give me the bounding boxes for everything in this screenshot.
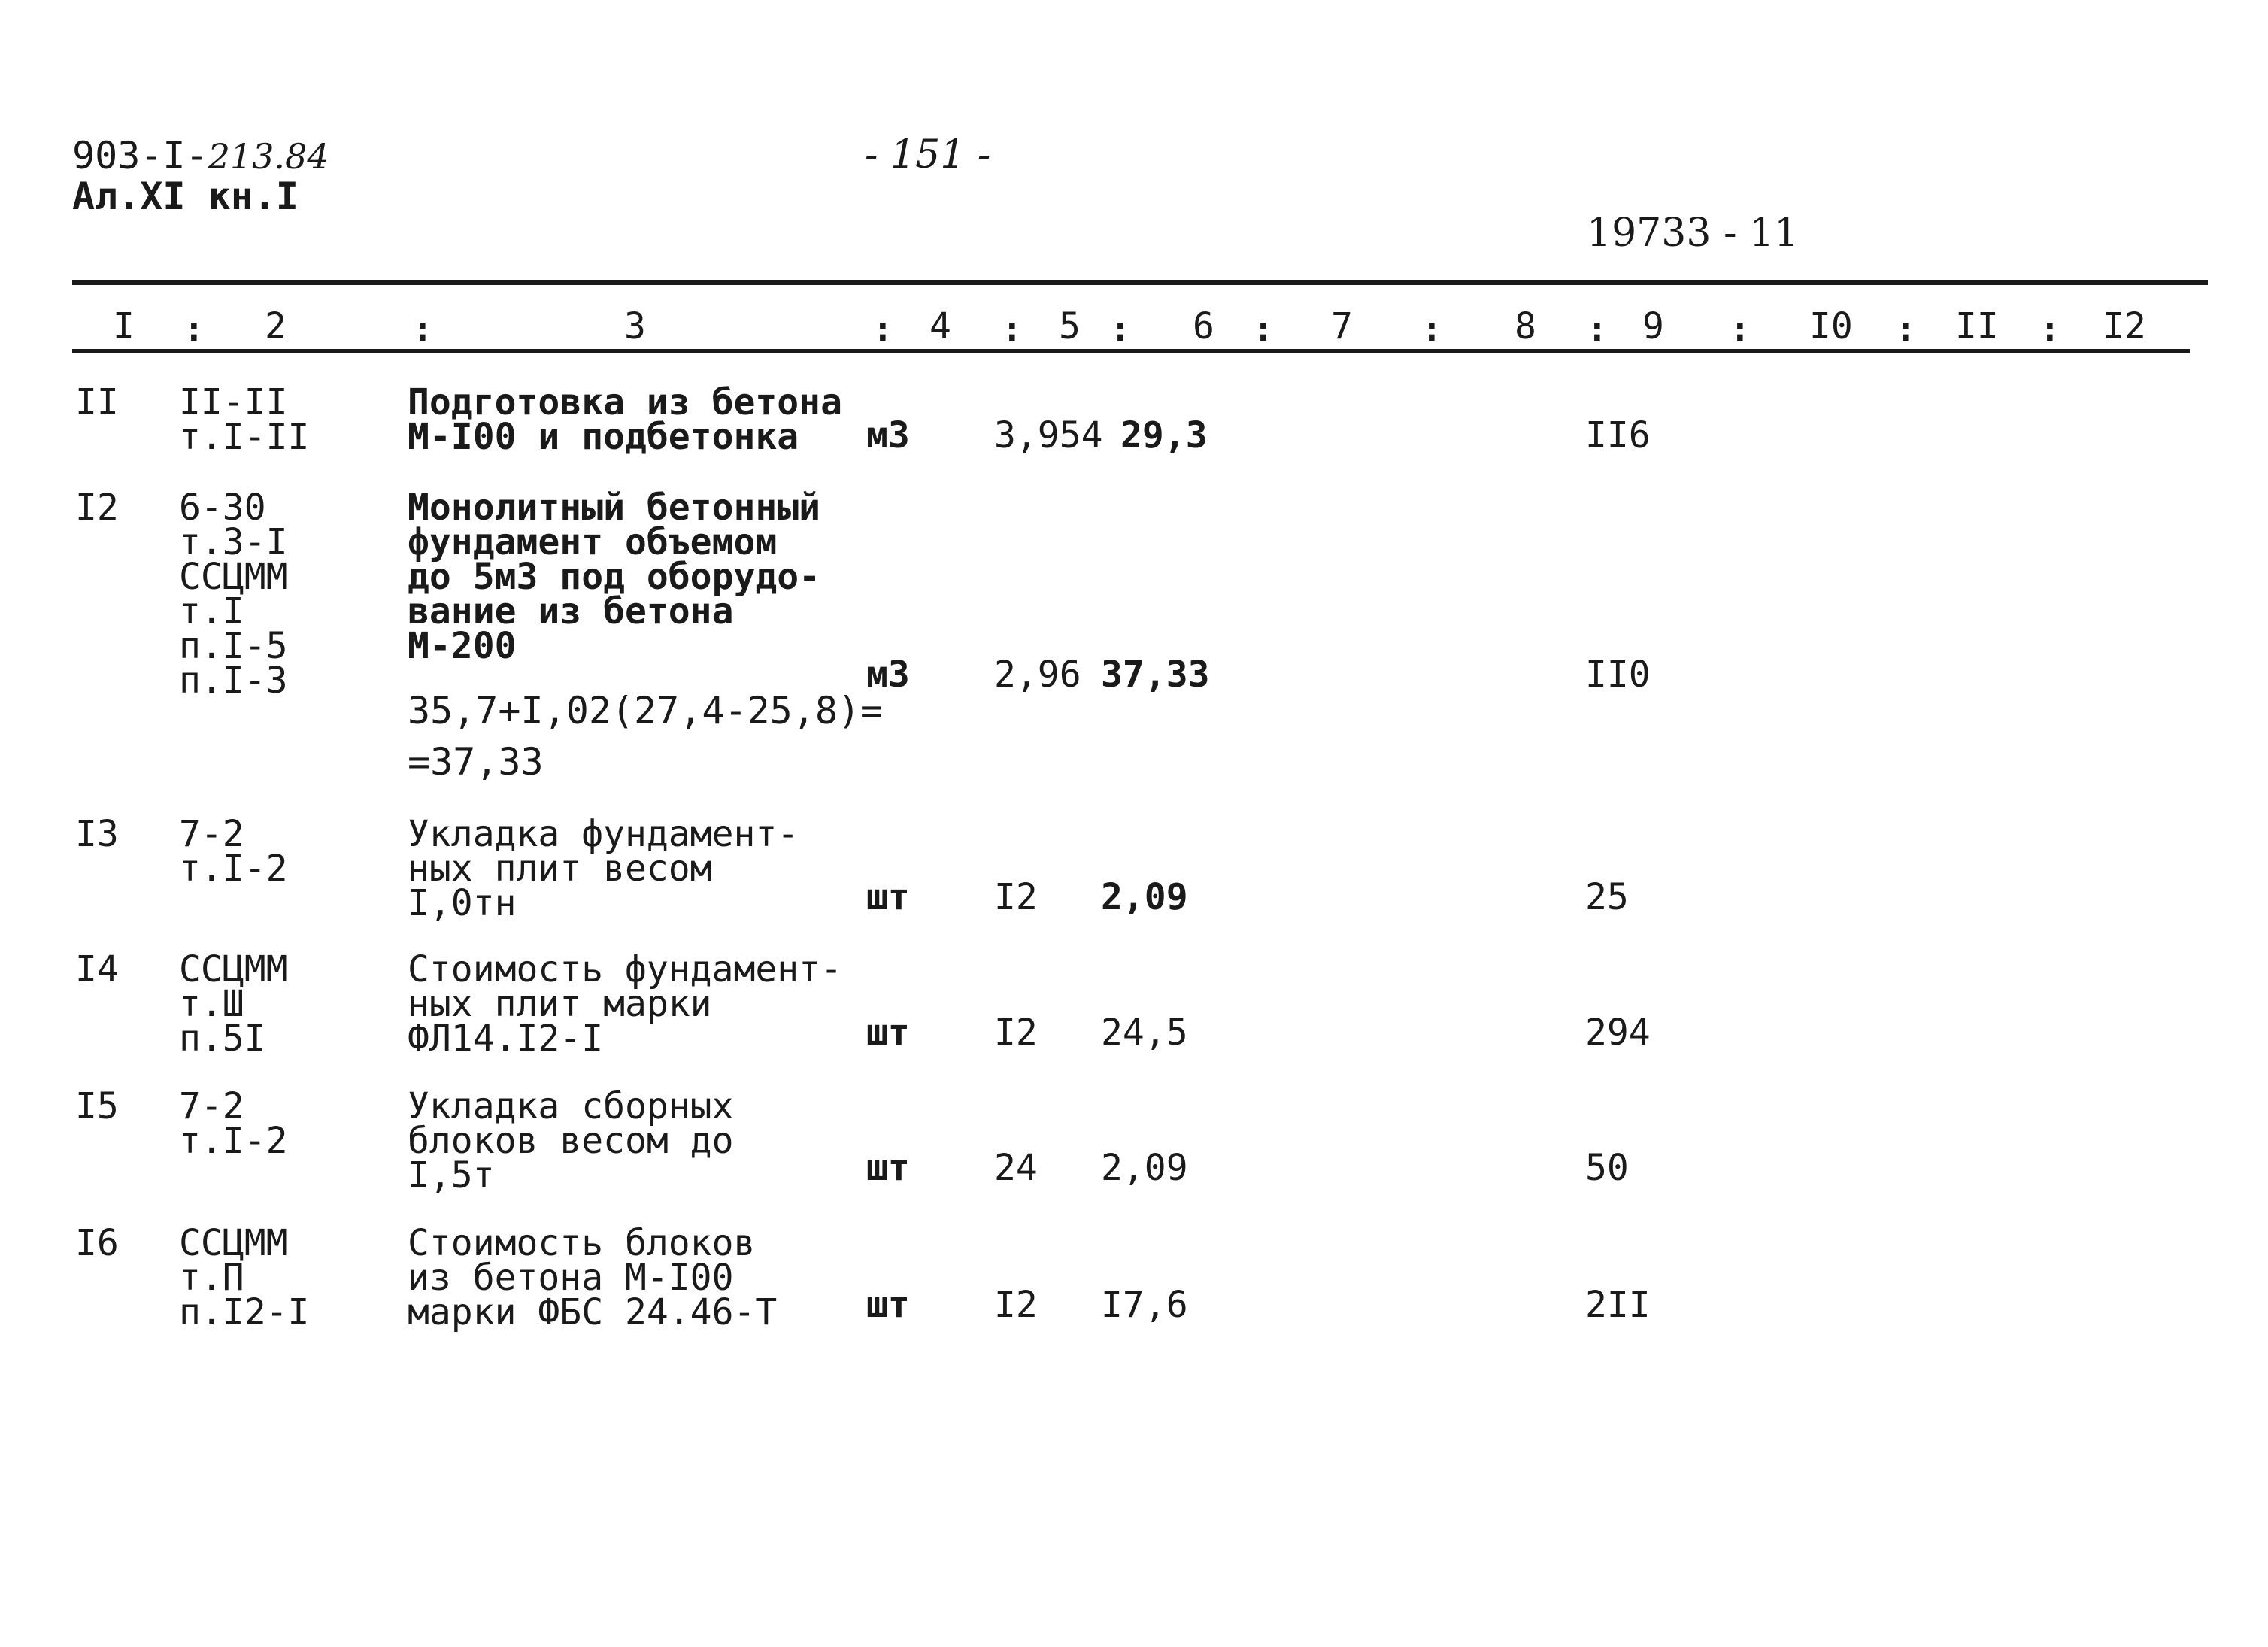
column-header-3: 3 [624,305,646,347]
work-description: Подготовка из бетона М-I00 и подбетонка [408,381,842,458]
work-description: Стоимость фундамент- ных плит марки ФЛ14.I2-I [408,948,842,1060]
row-number: I6 [75,1222,119,1264]
unit: шт [866,1147,910,1189]
row-number: I4 [75,948,119,990]
column-separator: : [1895,308,1916,349]
sheet-code: 19733 - 11 [1587,211,1800,256]
total-cost: II0 [1585,654,1651,696]
header-rule [72,349,2190,353]
column-header-2: 2 [265,305,287,347]
calculation-formula: 35,7+I,02(27,4-25,8)= [408,689,884,733]
work-description: Укладка сборных блоков весом до I,5т [408,1085,734,1197]
work-description: Стоимость блоков из бетона М-I00 марки ФБС 24.46-Т [408,1222,778,1333]
column-separator: : [1002,308,1023,349]
total-cost: 294 [1585,1012,1651,1054]
unit: шт [866,876,910,918]
unit: шт [866,1012,910,1054]
unit-price: I7,6 [1101,1284,1188,1326]
column-header-7: 7 [1331,305,1353,347]
row-number: I5 [75,1085,119,1127]
rate-code: ССЦММ т.Ш п.5I [179,948,288,1060]
column-header-9: 9 [1642,305,1664,347]
top-rule [72,280,2208,285]
calculation-result: =37,33 [408,740,544,784]
total-cost: 50 [1585,1147,1629,1189]
unit: м3 [866,414,910,456]
total-cost: II6 [1585,414,1651,456]
unit-price: 2,09 [1101,1147,1188,1189]
unit-price: 29,3 [1120,414,1208,456]
unit-price: 37,33 [1101,654,1210,696]
column-header-10: I0 [1809,305,1853,347]
quantity: 24 [994,1147,1038,1189]
quantity: 2,96 [994,654,1081,696]
column-separator: : [872,308,893,349]
rate-code: II-II т.I-II [179,381,310,458]
album-reference: Ал.XI кн.I [72,174,299,218]
rate-code: 7-2 т.I-2 [179,813,288,890]
column-separator: : [1253,308,1274,349]
page-number: - 151 - [865,132,991,177]
total-cost: 2II [1585,1284,1651,1326]
rate-code: ССЦММ т.П п.I2-I [179,1222,310,1333]
column-header-6: 6 [1193,305,1214,347]
column-separator: : [2039,308,2060,349]
total-cost: 25 [1585,876,1629,918]
column-header-4: 4 [929,305,951,347]
column-header-8: 8 [1515,305,1536,347]
row-number: II [75,381,119,423]
rate-code: 7-2 т.I-2 [179,1085,288,1162]
column-separator: : [1110,308,1131,349]
document-code-prefix: 903-I- [72,134,208,177]
column-separator: : [1421,308,1442,349]
work-description: Укладка фундамент- ных плит весом I,0тн [408,813,799,924]
row-number: I3 [75,813,119,855]
unit-price: 24,5 [1101,1012,1188,1054]
column-header-12: I2 [2103,305,2146,347]
column-separator: : [412,308,433,349]
unit-price: 2,09 [1101,876,1188,918]
column-separator: : [1730,308,1751,349]
quantity: I2 [994,1012,1038,1054]
document-code [72,134,329,177]
quantity: 3,954 [994,414,1103,456]
column-header-11: II [1955,305,1999,347]
row-number: I2 [75,487,119,529]
column-header-1: I [113,305,135,347]
unit: м3 [866,654,910,696]
rate-code: 6-30 т.3-I ССЦММ т.I п.I-5 п.I-3 [179,487,288,702]
column-separator: : [183,308,205,349]
unit: шт [866,1284,910,1326]
column-header-5: 5 [1059,305,1081,347]
column-separator: : [1587,308,1608,349]
work-description: Монолитный бетонный фундамент объемом до 5м3 под оборудо- вание из бетона М-200 [408,487,821,667]
quantity: I2 [994,1284,1038,1326]
document-code-handwritten: 213.84 [208,136,329,177]
quantity: I2 [994,876,1038,918]
